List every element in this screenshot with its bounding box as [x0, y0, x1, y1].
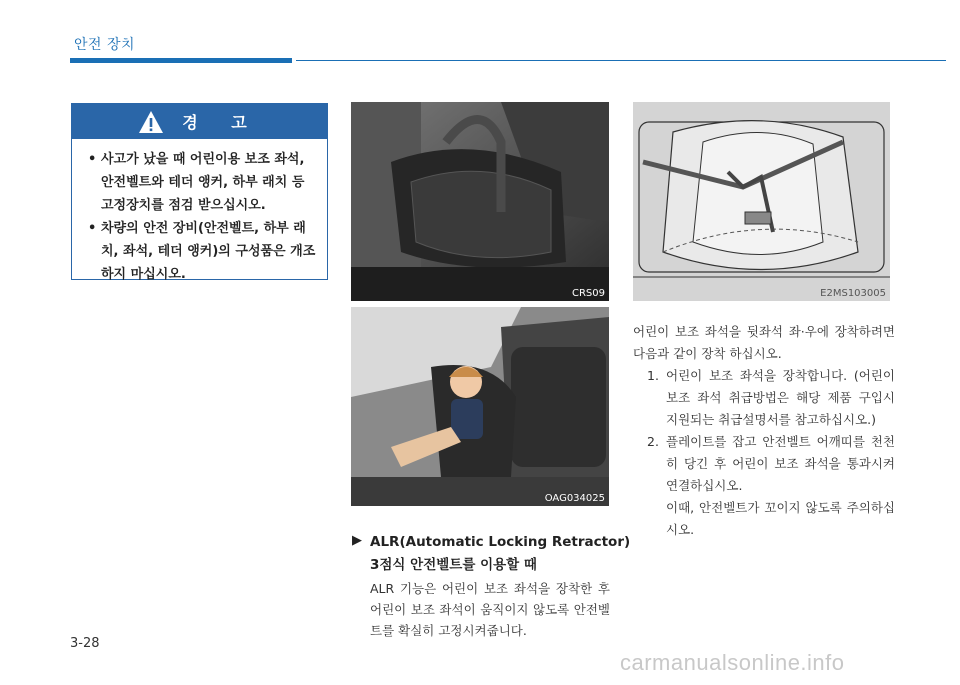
- install-instructions: [633, 321, 895, 541]
- alr-heading-line2: 3점식 안전벨트를 이용할 때: [370, 557, 537, 573]
- seat-belt-diagram: [633, 102, 890, 301]
- install-intro: 어린이 보조 좌석을 뒷좌석 좌·우에 장착하려면 다음과 같이 장착 하십시오.: [633, 324, 895, 361]
- warning-item: • 사고가 났을 때 어린이용 보조 좌석, 안전벨트와 테더 앵커, 하부 래치 등 고정장치를 점검 받으십시오.: [88, 148, 317, 217]
- install-note: 이때, 안전벨트가 꼬이지 않도록 주의하십시오.: [666, 500, 895, 537]
- install-step: [633, 365, 895, 431]
- photo-child-seat: [351, 307, 609, 506]
- child-seat-illustration: [351, 307, 609, 506]
- install-steps: [633, 365, 895, 497]
- step-text: 플레이트를 잡고 안전벨트 어깨띠를 천천히 당긴 후 어린이 보조 좌석을 통과시켜 연결하십시오.: [666, 434, 895, 493]
- install-step: [633, 431, 895, 497]
- step-number: 1.: [647, 368, 659, 383]
- triangle-bullet-icon: ▶: [352, 533, 362, 548]
- figure-code: CRS09: [571, 288, 605, 299]
- alr-heading-line1: ALR(Automatic Locking Retractor): [370, 534, 631, 550]
- alr-heading: [352, 531, 631, 577]
- page-number: 3-28: [70, 636, 100, 651]
- step-number: 2.: [647, 434, 659, 449]
- figure-code: OAG034025: [544, 493, 605, 504]
- warning-box: [71, 103, 328, 280]
- photo-seat-diagram: [633, 102, 890, 301]
- warning-triangle-icon: [138, 110, 164, 134]
- warning-header: [72, 104, 327, 139]
- header-rule-thick: [70, 58, 292, 63]
- photo-infant-carrier: [351, 102, 609, 301]
- header-rule-thin: [296, 60, 946, 61]
- figure-code: E2MS103005: [820, 288, 886, 299]
- warning-item: • 차량의 안전 장비(안전벨트, 하부 래치, 좌석, 테더 앵커)의 구성품은 개조하지 마십시오.: [88, 217, 317, 286]
- warning-title: 경 고: [182, 113, 261, 132]
- section-title: 안전 장치: [74, 37, 136, 53]
- watermark: carmanualsonline.info: [620, 650, 845, 675]
- step-text: 어린이 보조 좌석을 장착합니다. (어린이 보조 좌석 취급방법은 해당 제품 구입시 지원되는 취급설명서를 참고하십시오.): [666, 368, 895, 427]
- warning-list: [72, 139, 327, 286]
- infant-carrier-illustration: [351, 102, 609, 301]
- alr-body: ALR 기능은 어린이 보조 좌석을 장착한 후 어린이 보조 좌석이 움직이지 않도록 안전벨트를 확실히 고정시켜줍니다.: [370, 581, 610, 638]
